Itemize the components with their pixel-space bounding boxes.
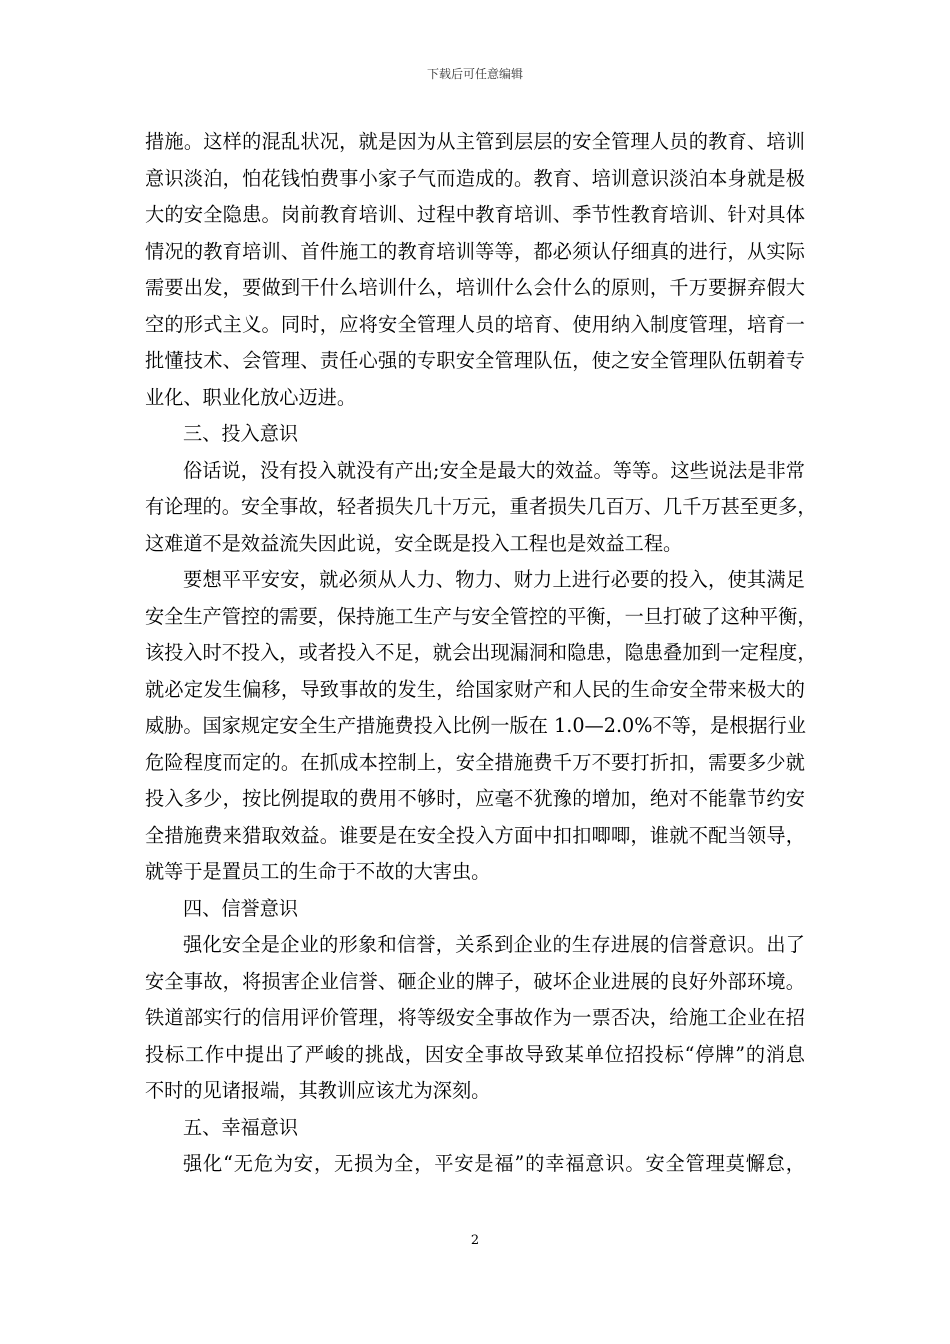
page-header: 下载后可任意编辑 xyxy=(426,67,523,81)
text-line: 业化、职业化放心迈进。 xyxy=(145,385,357,409)
text-line: 强化安全是企业的形象和信誉，关系到企业的生存进展的信誉意识。出了 xyxy=(183,933,805,956)
text-line: 该投入时不投入，或者投入不足，就会出现漏洞和隐患，隐患叠加到一定程度， xyxy=(145,641,817,664)
text-line: 这难道不是效益流失因此说，安全既是投入工程也是效益工程。 xyxy=(145,531,683,555)
text-line: 四、信誉意识 xyxy=(183,896,299,920)
text-line: 危险程度而定的。在抓成本控制上，安全措施费千万不要打折扣，需要多少就 xyxy=(145,750,805,774)
text-line: 大的安全隐患。岗前教育培训、过程中教育培训、季节性教育培训、针对具体 xyxy=(145,203,805,226)
text-line: 强化“无危为安，无损为全，平安是福”的幸福意识。安全管理莫懈怠， xyxy=(183,1152,805,1175)
text-line: 五、幸福意识 xyxy=(183,1115,299,1139)
text-line: 威胁。国家规定安全生产措施费投入比例一版在 1.0—2.0%不等，是根据行业 xyxy=(145,714,806,737)
text-line: 全措施费来猎取效益。谁要是在安全投入方面中扣扣唧唧，谁就不配当领导， xyxy=(145,823,805,847)
text-line: 安全生产管控的需要，保持施工生产与安全管控的平衡，一旦打破了这种平衡， xyxy=(145,604,817,628)
text-line: 三、投入意识 xyxy=(183,422,299,445)
text-line: 投入多少，按比例提取的费用不够时，应毫不犹豫的增加，绝对不能靠节约安 xyxy=(145,787,805,810)
text-line: 空的形式主义。同时，应将安全管理人员的培育、使用纳入制度管理，培育一 xyxy=(145,312,805,336)
text-line: 就等于是置员工的生命于不故的大害虫。 xyxy=(145,860,491,883)
page-number: 2 xyxy=(470,1233,480,1248)
text-line: 批懂技术、会管理、责任心强的专职安全管理队伍，使之安全管理队伍朝着专 xyxy=(145,349,805,372)
text-line: 不时的见诸报端，其教训应该尤为深刻。 xyxy=(145,1079,491,1102)
text-line: 措施。这样的混乱状况，就是因为从主管到层层的安全管理人员的教育、培训 xyxy=(145,130,805,153)
document-body xyxy=(145,124,817,1183)
text-line: 需要出发，要做到干什么培训什么，培训什么会什么的原则，千万要摒弃假大 xyxy=(145,276,805,299)
text-line: 情况的教育培训、首件施工的教育培训等等，都必须认仔细真的进行，从实际 xyxy=(145,239,805,263)
text-line: 就必定发生偏移，导致事故的发生，给国家财产和人民的生命安全带来极大的 xyxy=(145,677,805,701)
text-line: 要想平平安安，就必须从人力、物力、财力上进行必要的投入，使其满足 xyxy=(183,568,805,591)
text-line: 有论理的。安全事故，轻者损失几十万元，重者损失几百万、几千万甚至更多， xyxy=(145,495,817,518)
text-line: 投标工作中提出了严峻的挑战，因安全事故导致某单位招投标“停牌”的消息 xyxy=(145,1042,805,1066)
text-line: 安全事故，将损害企业信誉、砸企业的牌子，破坏企业进展的良好外部环境。 xyxy=(145,969,805,993)
text-line: 俗话说，没有投入就没有产出;安全是最大的效益。等等。这些说法是非常 xyxy=(183,458,805,482)
text-line: 意识淡泊，怕花钱怕费事小家子气而造成的。教育、培训意识淡泊本身就是极 xyxy=(145,166,805,190)
text-line: 铁道部实行的信用评价管理，将等级安全事故作为一票否决，给施工企业在招 xyxy=(145,1006,805,1029)
